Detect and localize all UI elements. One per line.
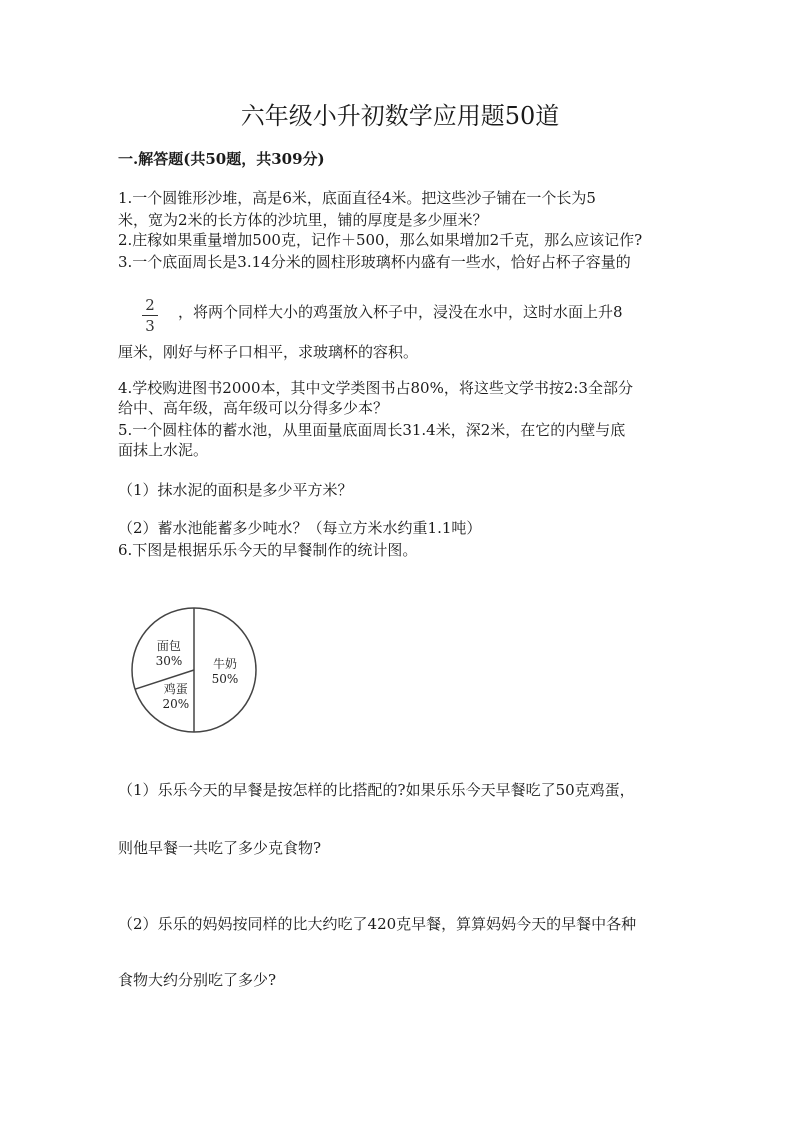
page-title: 六年级小升初数学应用题50道 [240,102,560,130]
question-3-line-3: 厘米，刚好与杯子口相平，求玻璃杯的容积。 [118,343,419,361]
question-6-part-2-line-1: （2）乐乐的妈妈按同样的比大约吃了420克早餐，算算妈妈今天的早餐中各种 [118,915,637,933]
fraction-bar [142,315,158,316]
question-5-line-2: 面抹上水泥。 [118,441,209,459]
section-heading: 一.解答题(共50题，共309分) [118,150,325,168]
fraction-two-thirds [140,296,160,335]
question-1-line-2: 米，宽为2米的长方体的沙坑里，铺的厚度是多少厘米？ [118,211,488,229]
question-4-line-1: 4.学校购进图书2000本，其中文学类图书占80%，将这些文学书按2:3全部分 [118,379,633,397]
fraction-numerator: 2 [145,296,155,314]
question-3-line-2: ，将两个同样大小的鸡蛋放入杯子中，浸没在水中，这时水面上升8 [178,303,623,321]
pie-slice-label: 面包 [156,638,181,653]
question-1-line-1: 1.一个圆锥形沙堆，高是6米，底面直径4米。把这些沙子铺在一个长为5 [118,189,596,207]
question-5-part-2: （2）蓄水池能蓄多少吨水？（每立方米水约重1.1吨） [118,519,482,537]
pie-slice-percent: 50% [211,672,239,686]
question-2: 2.庄稼如果重量增加500克，记作＋500，那么如果增加2千克，那么应该记作? [118,231,643,249]
question-5-part-1: （1）抹水泥的面积是多少平方米？ [118,481,353,499]
pie-slice-label: 鸡蛋 [163,682,188,697]
question-5-line-1: 5.一个圆柱体的蓄水池，从里面量底面周长31.4米，深2米，在它的内壁与底 [118,421,626,439]
question-6-part-2-line-2: 食物大约分别吃了多少? [118,971,277,989]
pie-slice-percent: 30% [155,653,183,668]
fraction-denominator: 3 [145,317,155,335]
question-3-line-1: 3.一个底面周长是3.14分米的圆柱形玻璃杯内盛有一些水，恰好占杯子容量的 [118,253,631,271]
question-6: 6.下图是根据乐乐今天的早餐制作的统计图。 [118,541,418,559]
question-4-line-2: 给中、高年级，高年级可以分得多少本？ [118,399,389,417]
question-6-part-1-line-1: （1）乐乐今天的早餐是按怎样的比搭配的?如果乐乐今天早餐吃了50克鸡蛋， [118,781,635,799]
pie-slice-label: 牛奶 [212,657,238,671]
pie-slice-percent: 20% [162,697,190,712]
breakfast-pie-chart [126,606,266,736]
question-6-part-1-line-2: 则他早餐一共吃了多少克食物? [118,839,322,857]
